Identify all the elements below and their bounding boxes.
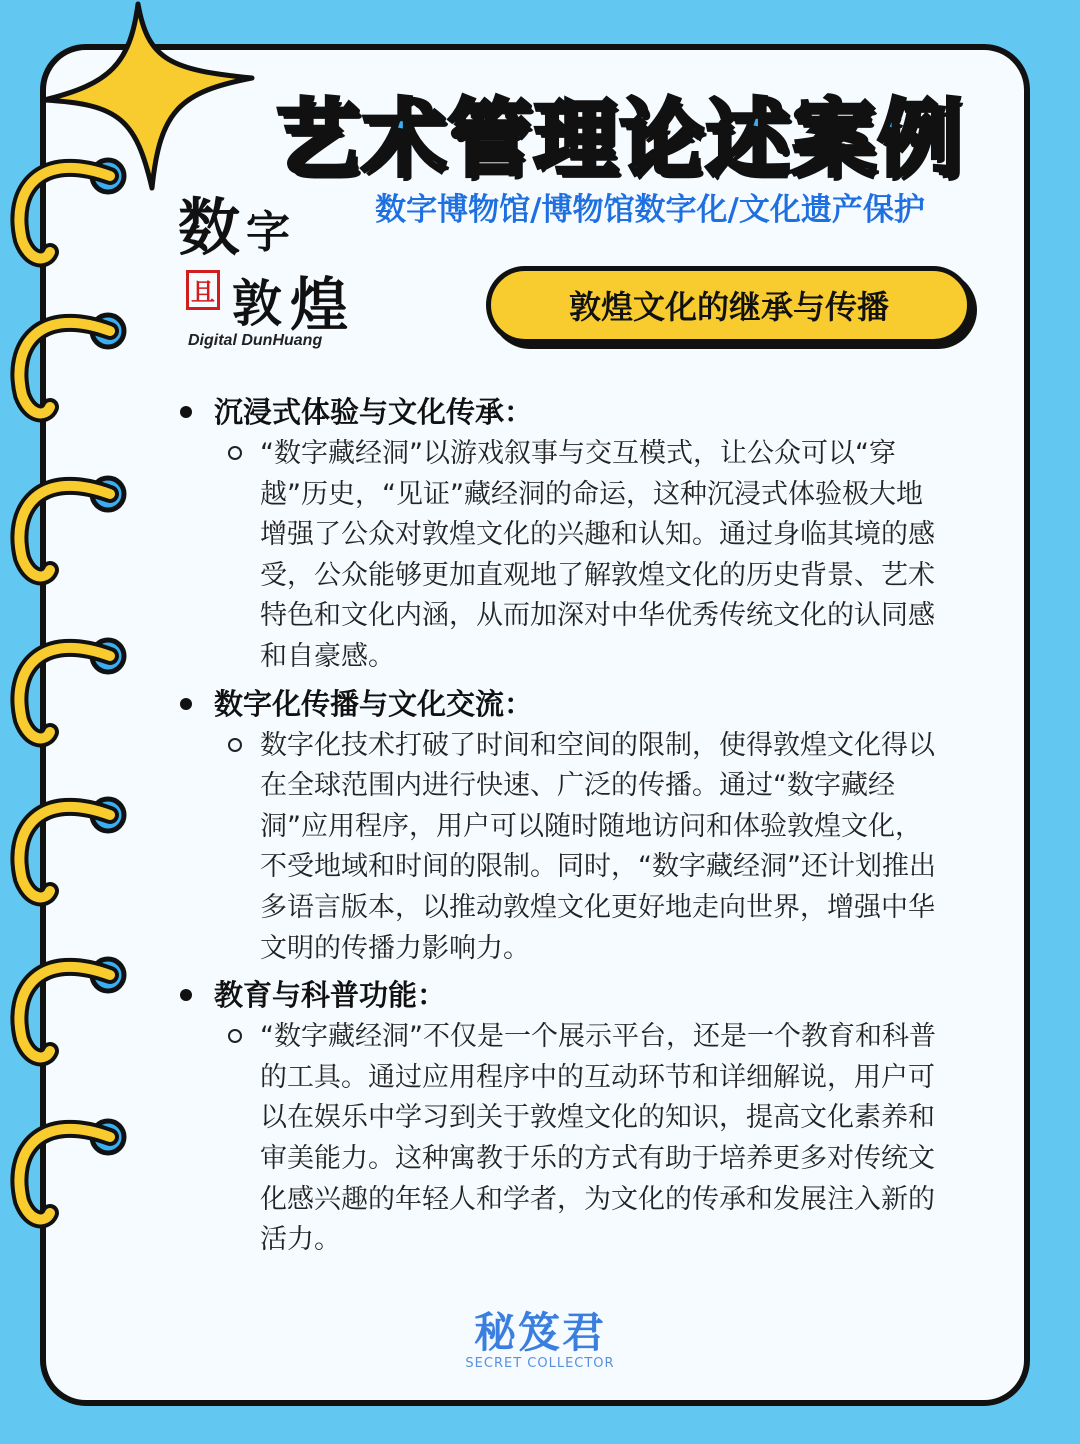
bullet-icon	[180, 698, 192, 710]
section-heading: 沉浸式体验与文化传承：	[178, 392, 958, 432]
section	[178, 392, 958, 678]
ring-icon	[19, 315, 124, 413]
spiral-rings	[0, 0, 140, 1444]
ring-icon	[19, 640, 124, 738]
logo-seal: 且	[186, 270, 220, 310]
footer-brand-english: SECRET COLLECTOR	[465, 1356, 615, 1371]
section-heading: 数字化传播与文化交流：	[178, 684, 958, 724]
ring-icon	[19, 1121, 124, 1219]
star-icon	[30, 0, 260, 200]
page-subtitle: 数字博物馆/博物馆数字化/文化遗产保护	[375, 192, 925, 228]
bullet-icon	[180, 989, 192, 1001]
sub-bullet-icon	[228, 446, 242, 460]
section-body: “数字藏经洞”以游戏叙事与交互模式，让公众可以“穿越”历史，“见证”藏经洞的命运，这种沉浸式体验极大地增强了公众对敦煌文化的兴趣和认知。通过身临其境的感受，公众能够更加直观地了解敦煌文化的历史背景、艺术特色和文化内涵，从而加深对中华优秀传统文化的认同感和自豪感。	[260, 432, 942, 678]
page-title: 艺术管理论述案例	[275, 90, 964, 188]
section-body: 数字化技术打破了时间和空间的限制，使得敦煌文化得以在全球范围内进行快速、广泛的传播。通过“数字藏经洞”应用程序，用户可以随时随地访问和体验敦煌文化，不受地域和时间的限制。同时，“数字藏经洞”还计划推出多语言版本，以推动敦煌文化更好地走向世界，增强中华文明的传播力影响力。	[260, 724, 942, 970]
sub-bullet-icon	[228, 1029, 242, 1043]
section	[178, 684, 958, 970]
section-heading: 教育与科普功能：	[178, 975, 958, 1015]
logo-char: 敦	[232, 274, 282, 333]
ring-icon	[19, 959, 124, 1057]
digital-dunhuang-logo	[170, 178, 370, 358]
logo-char: 字	[246, 207, 290, 258]
topic-badge: 敦煌文化的继承与传播	[486, 266, 972, 344]
footer-brand: 秘笈君	[473, 1308, 606, 1357]
bullet-icon	[180, 406, 192, 418]
logo-char: 煌	[290, 271, 349, 339]
ring-icon	[19, 799, 124, 897]
article-content	[178, 392, 958, 1267]
logo-char: 数	[178, 191, 241, 264]
sub-bullet-icon	[228, 738, 242, 752]
logo-english: Digital DunHuang	[188, 332, 323, 349]
section-body: “数字藏经洞”不仅是一个展示平台，还是一个教育和科普的工具。通过应用程序中的互动环节和详细解说，用户可以在娱乐中学习到关于敦煌文化的知识，提高文化素养和审美能力。这种寓教于乐的方式有助于培养更多对传统文化感兴趣的年轻人和学者，为文化的传承和发展注入新的活力。	[260, 1015, 942, 1261]
ring-icon	[19, 478, 124, 576]
section	[178, 975, 958, 1261]
